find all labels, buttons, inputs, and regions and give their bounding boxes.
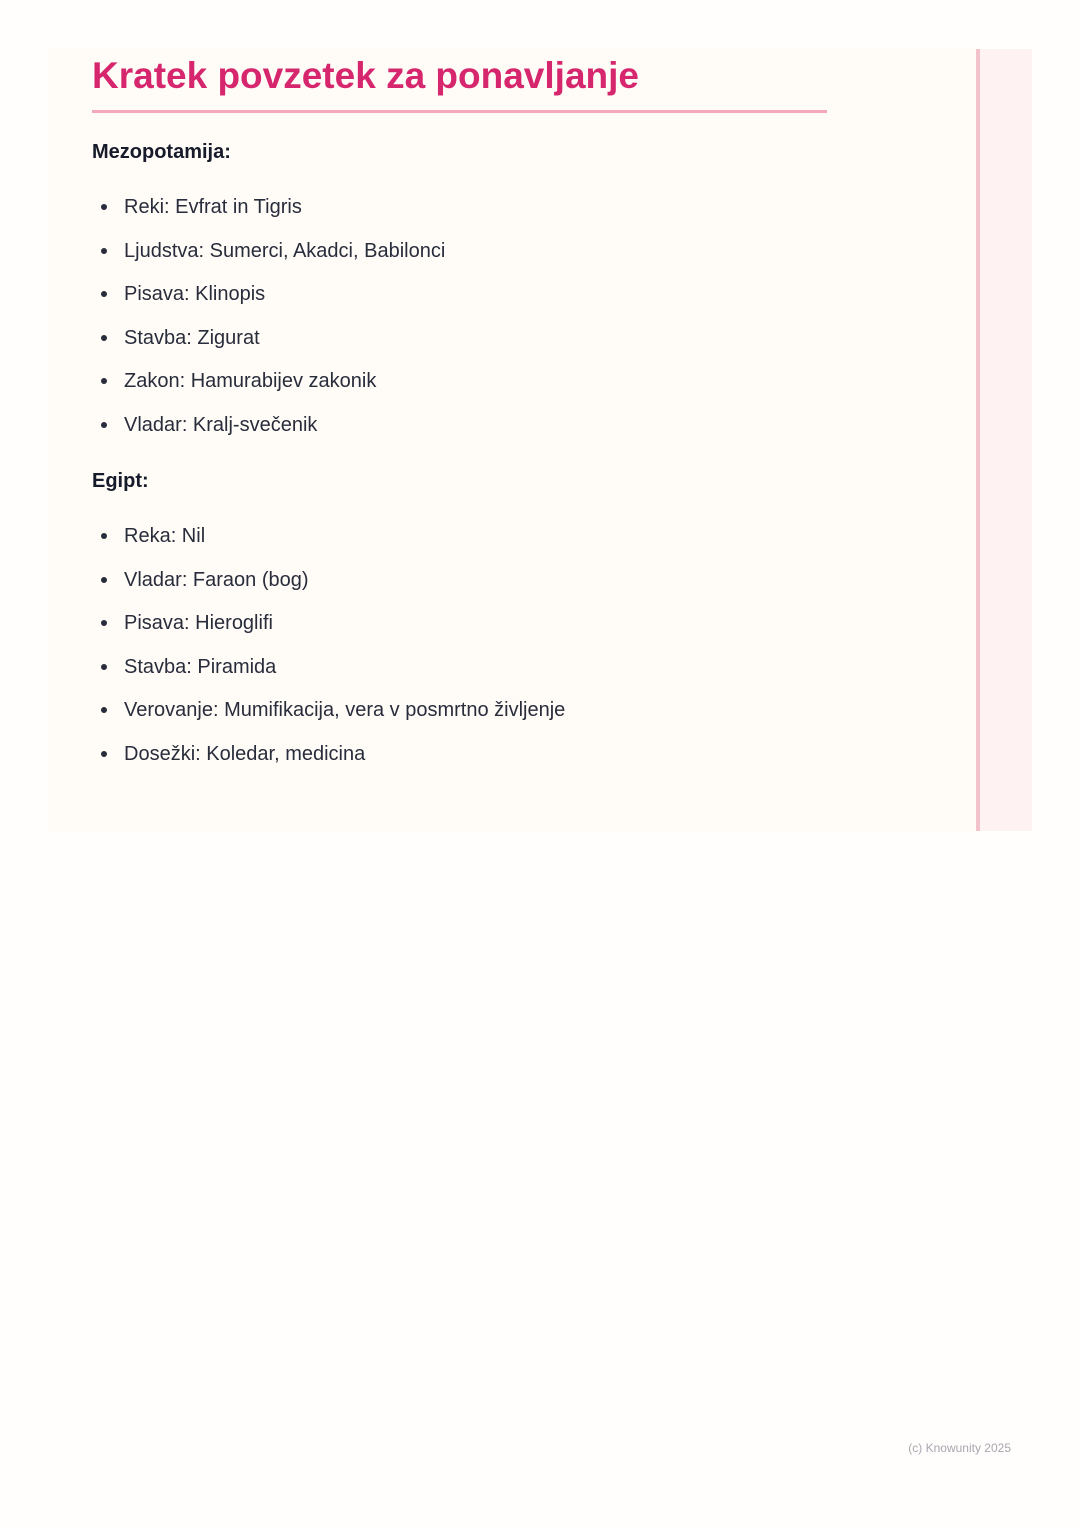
bullet-icon: [101, 378, 107, 384]
copyright-footer: (c) Knowunity 2025: [908, 1441, 1011, 1455]
bullet-icon: [101, 707, 107, 713]
mezopotamija-list: [92, 190, 445, 452]
list-item-text: Reka: Nil: [124, 525, 206, 547]
list-item: [92, 693, 565, 737]
list-item: [92, 277, 445, 321]
list-item: [92, 563, 565, 607]
list-item-text: Stavba: Zigurat: [124, 326, 260, 349]
bullet-icon: [101, 204, 107, 210]
list-item-text: Stavba: Piramida: [124, 655, 277, 678]
list-item-text: Reki: Evfrat in Tigris: [124, 196, 302, 218]
list-item: [92, 408, 445, 452]
page-title: Kratek povzetek za ponavljanje: [92, 55, 639, 96]
bullet-icon: [101, 577, 107, 583]
bullet-icon: [101, 291, 107, 297]
list-item-text: Zakon: Hamurabijev zakonik: [124, 370, 377, 393]
list-item-text: Pisava: Hieroglifi: [124, 612, 273, 635]
bullet-icon: [101, 664, 107, 670]
list-item: [92, 234, 445, 278]
bullet-icon: [101, 335, 107, 341]
list-item: [92, 519, 565, 563]
list-item-text: Vladar: Kralj-svečenik: [124, 413, 318, 436]
bullet-icon: [101, 533, 107, 539]
bullet-icon: [101, 620, 107, 626]
title-underline: [92, 110, 827, 113]
list-item-text: Vladar: Faraon (bog): [124, 568, 309, 591]
side-margin-strip: [976, 49, 1032, 831]
egipt-list: [92, 519, 565, 781]
list-item: [92, 606, 565, 650]
list-item: [92, 321, 445, 365]
list-item: [92, 364, 445, 408]
list-item-text: Pisava: Klinopis: [124, 283, 266, 306]
bullet-icon: [101, 422, 107, 428]
list-item-text: Dosežki: Koledar, medicina: [124, 742, 366, 765]
section-heading-egipt: Egipt:: [92, 470, 149, 492]
list-item-text: Verovanje: Mumifikacija, vera v posmrtno življenje: [124, 699, 566, 722]
list-item: [92, 650, 565, 694]
list-item-text: Ljudstva: Sumerci, Akadci, Babilonci: [124, 239, 446, 262]
list-item: [92, 190, 445, 234]
bullet-icon: [101, 248, 107, 254]
bullet-icon: [101, 751, 107, 757]
list-item: [92, 737, 565, 781]
section-heading-mezopotamija: Mezopotamija:: [92, 141, 231, 163]
